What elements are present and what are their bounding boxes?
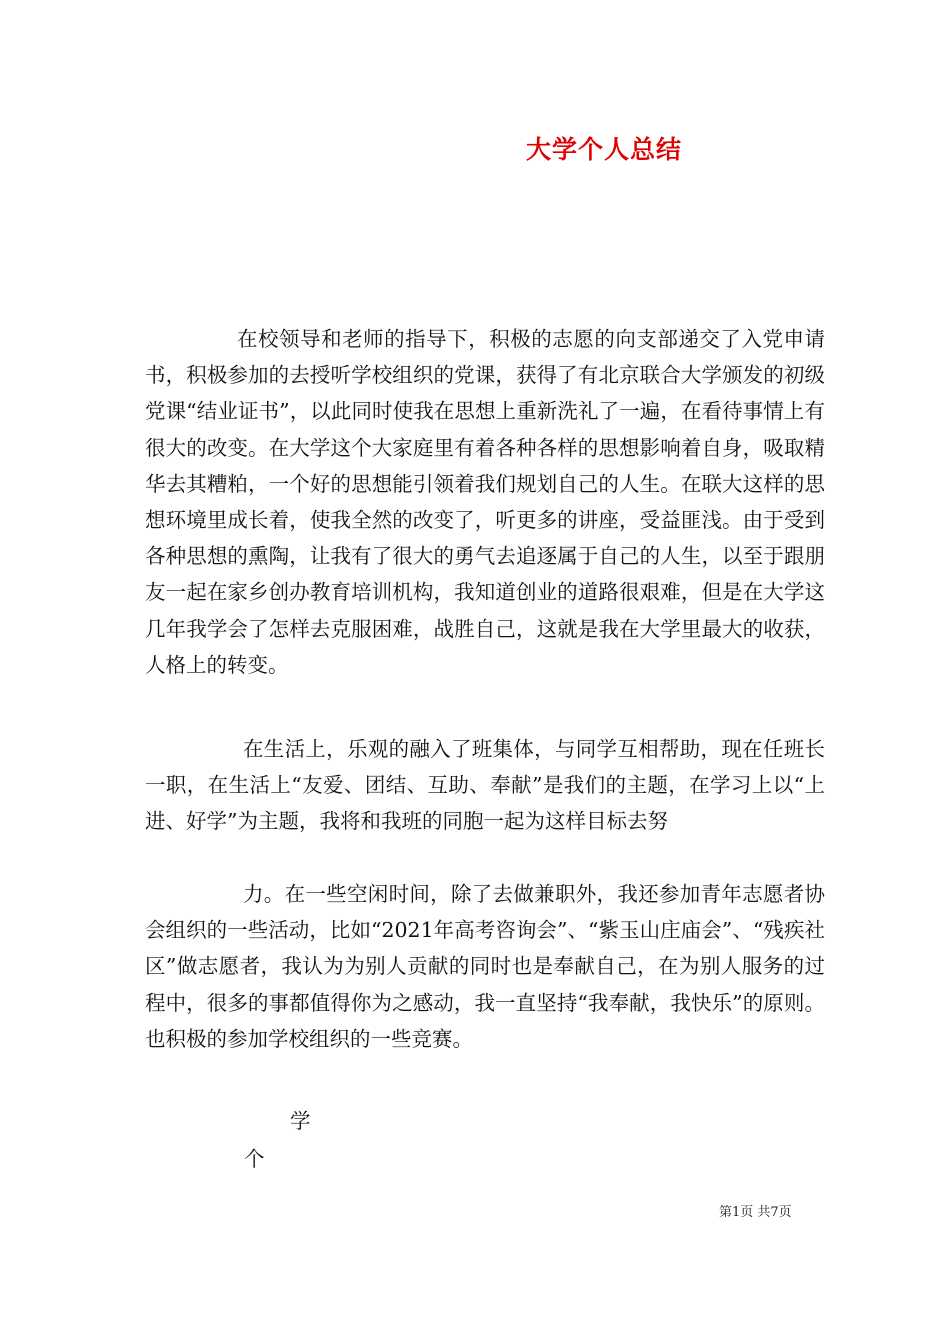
paragraph-party-study: 在校领导和老师的指导下，积极的志愿的向支部递交了入党申请书，积极参加的去授听学校组织的党课，获得了有北京联合大学颁发的初级党课“结业证书”，以此同时使我在思想上重新洗礼了一遍，在看待事情上有很大的改变。在大学这个大家庭里有着各种各样的思想影响着自身，吸取精华去其糟粕，一个好的思想能引领着我们规划自己的人生。在联大这样的思想环境里成长着，使我全然的改变了，听更多的讲座，受益匪浅。由于受到各种思想的熏陶，让我有了很大的勇气去追逐属于自己的人生，以至于跟朋友一起在家乡创办教育培训机构，我知道创业的道路很艰难，但是在大学这几年我学会了怎样去克服困难，战胜自己，这就是我在大学里最大的收获，人格上的转变。 xyxy=(145,327,825,677)
stray-character-1: 学 xyxy=(290,1109,311,1133)
stray-character-2: 个 xyxy=(244,1147,265,1171)
paragraph-volunteer: 力。在一些空闲时间，除了去做兼职外，我还参加青年志愿者协会组织的一些活动，比如“2021年高考咨询会”、“紫玉山庄庙会”、“残疾社区”做志愿者，我认为为别人贡献的同时也是奉献自己，在为别人服务的过程中，很多的事都值得你为之感动，我一直坚持“我奉献，我快乐”的原则。也积极的参加学校组织的一些竞赛。 xyxy=(145,882,825,1051)
document-title: 大学个人总结 xyxy=(526,135,683,164)
page-number-footer: 第1页 共7页 xyxy=(719,1205,792,1220)
paragraph-class-life: 在生活上，乐观的融入了班集体，与同学互相帮助，现在任班长一职，在生活上“友爱、团结、互助、奉献”是我们的主题，在学习上以“上进、好学”为主题，我将和我班的同胞一起为这样目标去努 xyxy=(145,737,825,834)
